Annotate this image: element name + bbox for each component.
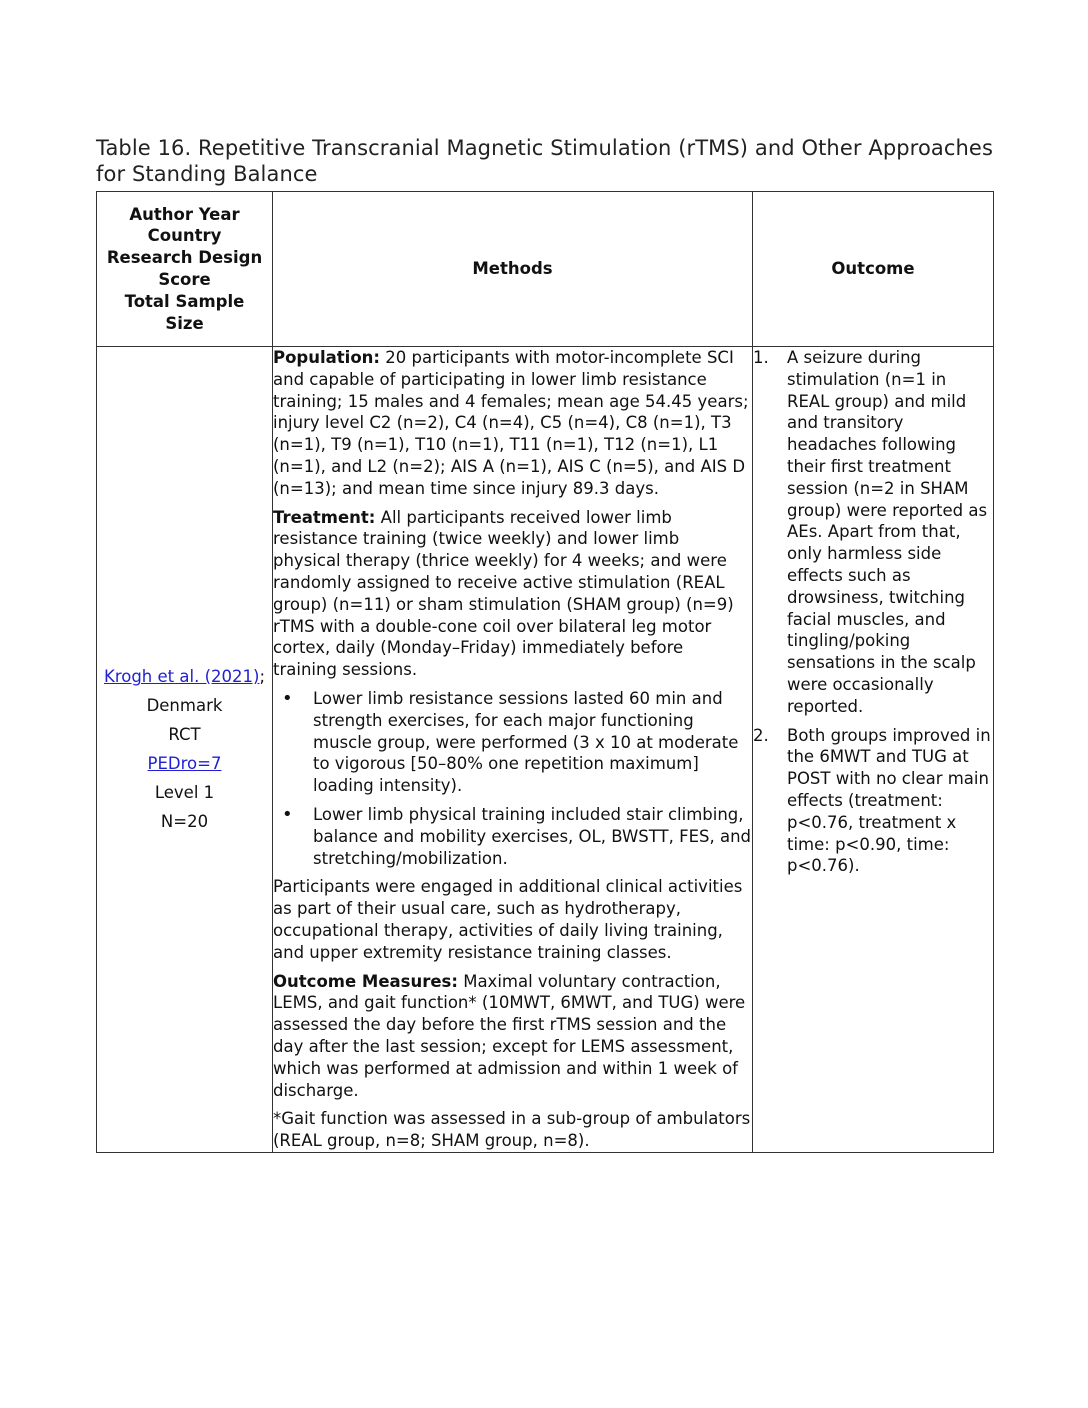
header-outcome: Outcome bbox=[753, 192, 994, 347]
item-text: Both groups improved in the 6MWT and TUG at POST with no clear main effects (treatment: p<0.76, treatment x time: p<0.90, time: p<0.76). bbox=[787, 725, 991, 876]
header-line: Total Sample bbox=[124, 291, 245, 311]
study-cell bbox=[97, 347, 273, 1153]
additional-paragraph: Participants were engaged in additional clinical activities as part of their usual care, such as hydrotherapy, occupational therapy, activities of daily living training, and upper extremity resistance training classes. bbox=[273, 877, 743, 962]
treatment-bullets bbox=[273, 688, 752, 869]
treatment-label: Treatment: bbox=[273, 507, 376, 527]
header-line: Country bbox=[147, 226, 222, 246]
item-text: A seizure during stimulation (n=1 in REAL group) and mild and transitory headaches following their first treatment session (n=2 in SHAM group) were reported as AEs. Apart from that, only harmless side effects such as drowsiness, twitching facial muscles, and tingling/poking sensations in the scalp were occasionally reported. bbox=[787, 348, 988, 716]
list-item: • Lower limb physical training included stair climbing, balance and mobility exercises, OL, BWSTT, FES, and stretching/mobilization. bbox=[313, 804, 752, 869]
outcome-measures-paragraph bbox=[273, 971, 752, 1102]
outcome-cell bbox=[753, 347, 994, 1153]
methods-cell bbox=[273, 347, 753, 1153]
outcome-measures-label: Outcome Measures: bbox=[273, 971, 458, 991]
population-text: 20 participants with motor-incomplete SCI and capable of participating in lower limb resistance training; 15 males and 4 females; mean age 54.45 years; injury level C2 (n=2), C4 (n=4), C5 (n=4), C8 (n=1), T3 (n=1), T9 (n=1), T10 (n=1), T11 (n=1), T12 (n=1), L1 (n=1), and L2 (n=2); AIS A (n=1), AIS C (n=5), and AIS D (n=13); and mean time since injury 89.3 days. bbox=[273, 348, 749, 498]
outcome-measures-text: Maximal voluntary contraction, LEMS, and gait function* (10MWT, 6MWT, and TUG) were assessed the day before the first rTMS session and the day after the last session; except for LEMS assessment, which was performed at admission and within 1 week of discharge. bbox=[273, 971, 746, 1100]
author-link[interactable]: Krogh et al. (2021) bbox=[104, 667, 260, 687]
list-item bbox=[753, 347, 993, 718]
evidence-table bbox=[96, 191, 994, 1153]
table-row bbox=[97, 347, 994, 1153]
header-row bbox=[97, 192, 994, 347]
outcome-list bbox=[753, 347, 993, 877]
header-methods: Methods bbox=[273, 192, 753, 347]
table-caption: Table 16. Repetitive Transcranial Magnetic Stimulation (rTMS) and Other Approaches for Standing Balance bbox=[96, 136, 993, 186]
author-line bbox=[97, 662, 272, 691]
country: Denmark bbox=[146, 696, 223, 716]
header-line: Score bbox=[158, 270, 211, 289]
research-design: RCT bbox=[168, 725, 201, 745]
score-line bbox=[97, 749, 272, 778]
treatment-paragraph bbox=[273, 507, 752, 681]
header-line: Author Year bbox=[129, 204, 240, 224]
list-item bbox=[753, 725, 993, 878]
population-label: Population: bbox=[273, 348, 381, 367]
author-suffix: ; bbox=[259, 667, 265, 687]
population-paragraph bbox=[273, 347, 752, 500]
header-study bbox=[97, 192, 273, 347]
treatment-text: All participants received lower limb resistance training (twice weekly) and lower limb physical therapy (thrice weekly) for 4 weeks; and were randomly assigned to receive active stimulation (REAL group) (n=11) or sham stimulation (SHAM group) (n=9) rTMS with a double-cone coil over bilateral leg motor cortex, daily (Monday–Friday) immediately before training sessions. bbox=[273, 507, 734, 680]
pedro-score-link[interactable]: PEDro=7 bbox=[147, 754, 222, 774]
list-item: • Lower limb resistance sessions lasted 60 min and strength exercises, for each major functioning muscle group, were performed (3 x 10 at moderate to vigorous [50–80% one repetition maximum] loading intensity). bbox=[313, 688, 752, 797]
item-number: 2. bbox=[753, 725, 769, 745]
item-number: 1. bbox=[753, 348, 769, 367]
sample-size: N=20 bbox=[160, 812, 209, 832]
evidence-level: Level 1 bbox=[154, 783, 215, 803]
header-line: Size bbox=[165, 313, 204, 333]
header-line: Research Design bbox=[106, 248, 263, 268]
footnote: *Gait function was assessed in a sub-group of ambulators (REAL group, n=8; SHAM group, n=8). bbox=[273, 1109, 751, 1151]
